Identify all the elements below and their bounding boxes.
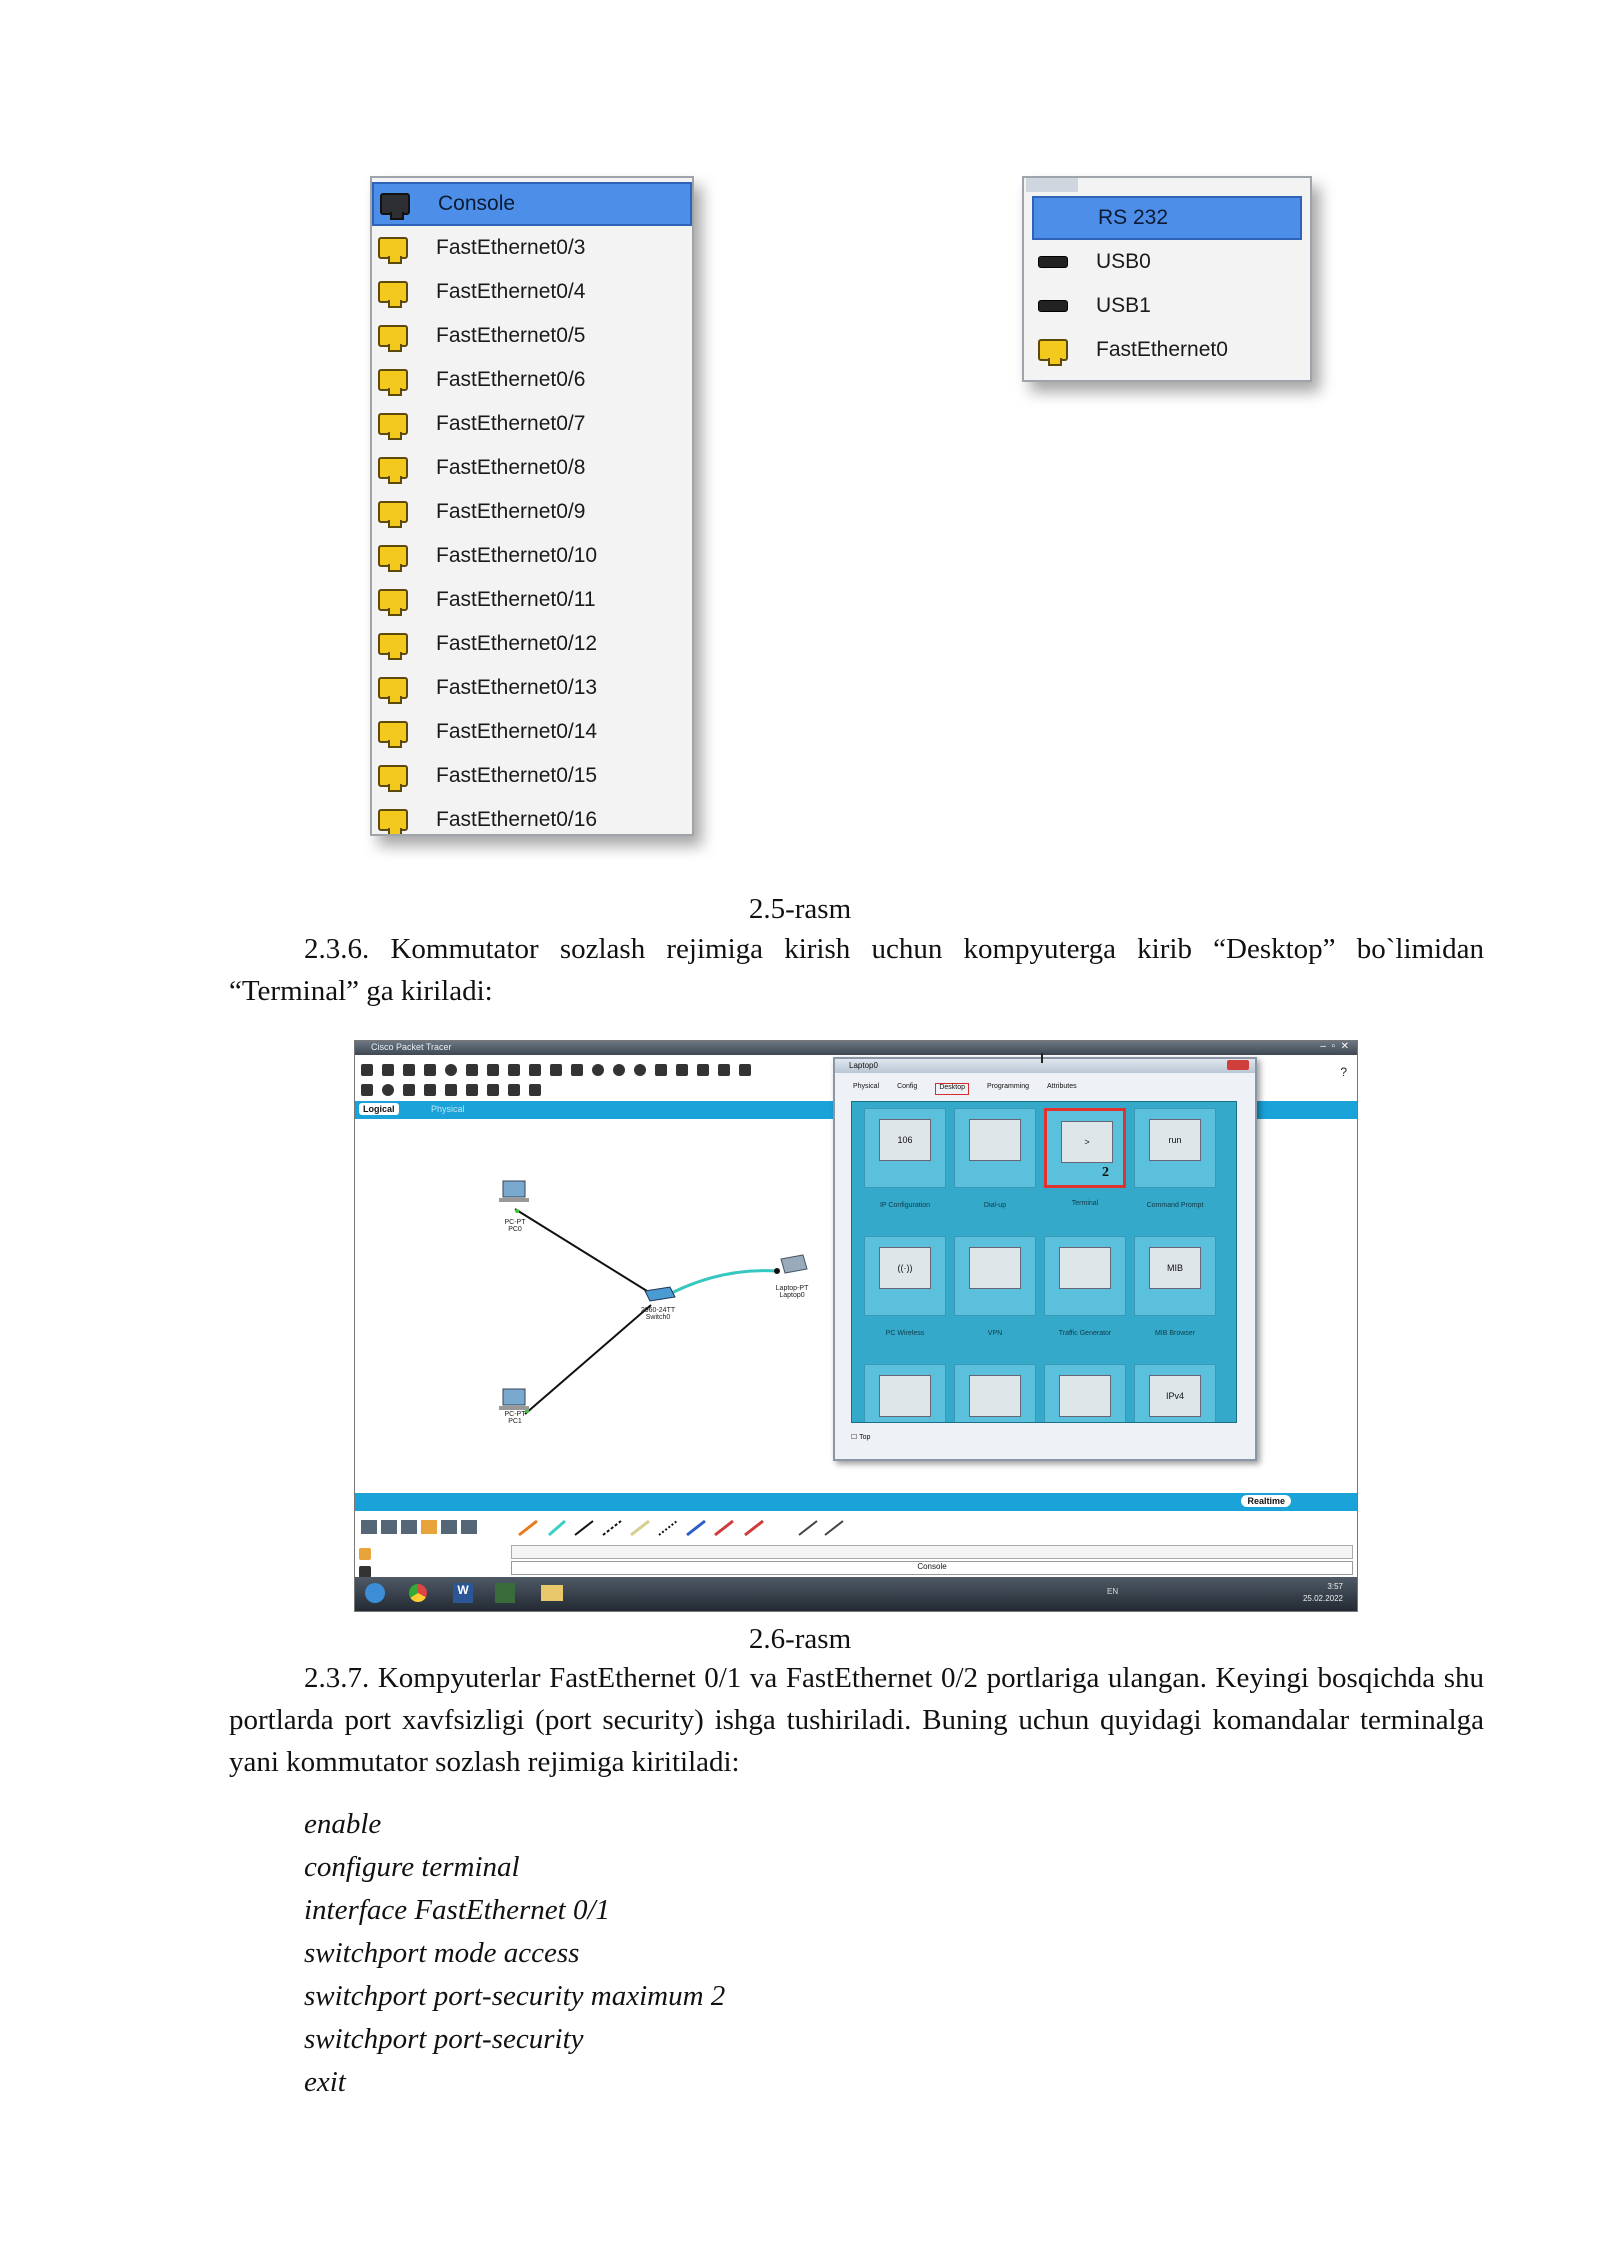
port-menu-right-item[interactable] (1032, 196, 1302, 240)
step-marker: 2 (1102, 1165, 1109, 1180)
ethernet-port-icon (378, 633, 408, 655)
desktop-app-icon (1059, 1247, 1111, 1289)
desktop-app-tile[interactable] (954, 1236, 1036, 1337)
figure-caption-2-6: 2.6-rasm (748, 1623, 852, 1655)
port-menu-left-item-label: FastEthernet0/4 (436, 280, 586, 303)
desktop-app-icon (969, 1247, 1021, 1289)
explorer-icon[interactable] (541, 1585, 563, 1601)
desktop-app-tile[interactable] (864, 1108, 946, 1209)
desktop-app-label: MIB Browser (1154, 1330, 1196, 1337)
desktop-app-icon: > (1061, 1121, 1113, 1163)
desktop-app-tile[interactable] (864, 1364, 946, 1423)
dialog-close-button[interactable] (1227, 1060, 1249, 1070)
desktop-app-label: Terminal (1071, 1200, 1099, 1207)
language-indicator: EN (1107, 1587, 1119, 1596)
ethernet-port-icon (378, 677, 408, 699)
dialog-tab-physical[interactable]: Physical (853, 1083, 880, 1090)
port-menu-left-item-label: FastEthernet0/15 (436, 764, 598, 787)
desktop-panel (851, 1101, 1237, 1423)
desktop-app-tile[interactable] (954, 1364, 1036, 1423)
window-title-bar (355, 1041, 1357, 1055)
tray-clock (1303, 1581, 1343, 1605)
ethernet-port-icon (378, 413, 408, 435)
port-menu-left-item[interactable] (372, 534, 692, 578)
port-menu-right-item[interactable] (1032, 328, 1302, 372)
usb-port-icon (1038, 256, 1068, 268)
dialog-tab-desktop[interactable]: Desktop (935, 1083, 969, 1095)
desktop-app-icon (969, 1375, 1021, 1417)
port-menu-left-item-label: FastEthernet0/11 (436, 588, 596, 611)
desktop-app-tile[interactable] (864, 1236, 946, 1337)
desktop-app-tile[interactable] (1044, 1108, 1126, 1207)
help-button[interactable]: ? (1340, 1065, 1347, 1079)
port-menu-right-item-label: RS 232 (1098, 206, 1169, 229)
ethernet-port-icon (378, 457, 408, 479)
port-menu-left-item[interactable] (372, 226, 692, 270)
desktop-app-tile[interactable] (1044, 1236, 1126, 1337)
port-menu-right-item-label: FastEthernet0 (1096, 338, 1228, 361)
desktop-app-label: VPN (987, 1330, 1003, 1337)
port-menu-left-item[interactable] (372, 666, 692, 710)
windows-taskbar (355, 1577, 1357, 1611)
port-menu-left-item[interactable] (372, 402, 692, 446)
port-menu-left-item[interactable] (372, 578, 692, 622)
port-menu-left-item-label: FastEthernet0/9 (436, 500, 586, 523)
pc0-icon[interactable] (499, 1181, 529, 1202)
desktop-app-tile[interactable] (1134, 1108, 1216, 1209)
desktop-app-icon: run (1149, 1119, 1201, 1161)
port-menu-left-item[interactable] (372, 270, 692, 314)
start-button-icon[interactable] (365, 1583, 385, 1603)
desktop-app-icon (969, 1119, 1021, 1161)
dialog-tabs (853, 1083, 1077, 1095)
dialog-title: Laptop0 (849, 1061, 878, 1070)
connection-tools[interactable] (359, 1517, 859, 1539)
packet-tracer-taskbar-icon[interactable] (495, 1583, 515, 1603)
port-menu-left-item-label: FastEthernet0/7 (436, 412, 586, 435)
paragraph-2-3-6-text: 2.3.6. Kommutator sozlash rejimiga kirish uchun kompyuterga kirib “Desktop” bo`limidan “Terminal” ga kiriladi: (229, 933, 1484, 1007)
ethernet-port-icon (378, 237, 408, 259)
device-type-toolbar[interactable] (359, 1517, 859, 1539)
ethernet-port-icon (378, 589, 408, 611)
command-line: switchport port-security maximum 2 (304, 1980, 726, 2012)
desktop-app-icon (879, 1375, 931, 1417)
pc1-icon[interactable] (499, 1389, 529, 1410)
packet-tracer-screenshot (354, 1040, 1358, 1612)
port-menu-left-item-label: FastEthernet0/14 (436, 720, 598, 743)
console-field: Console (511, 1561, 1353, 1575)
port-menu-left-item-label: FastEthernet0/16 (436, 808, 598, 831)
desktop-app-icon (1059, 1375, 1111, 1417)
tray-time: 3:57 (1327, 1582, 1343, 1591)
secondary-toolbar[interactable] (361, 1083, 661, 1099)
port-menu-left-item[interactable] (372, 446, 692, 490)
laptop-icon[interactable] (781, 1255, 807, 1273)
desktop-app-label: IP Configuration (879, 1202, 931, 1209)
command-list (304, 1803, 725, 2104)
command-line: switchport port-security (304, 2023, 584, 2055)
desktop-app-icon: 106 (879, 1119, 931, 1161)
ethernet-port-icon (378, 721, 408, 743)
menu-header-strip (1026, 178, 1078, 192)
network-topology (355, 1119, 835, 1469)
port-menu-right (1022, 176, 1312, 382)
tray-date: 25.02.2022 (1302, 1594, 1343, 1603)
port-menu-right-item-label: USB0 (1096, 250, 1151, 273)
port-menu-right-item[interactable] (1032, 240, 1302, 284)
window-title: Cisco Packet Tracer (371, 1042, 452, 1052)
port-menu-left-item-label: FastEthernet0/10 (436, 544, 598, 567)
desktop-app-tile[interactable] (1134, 1364, 1216, 1423)
desktop-app-label: PC Wireless (885, 1330, 925, 1337)
port-menu-left-item-label: FastEthernet0/5 (436, 324, 586, 347)
port-menu-left-item-label: FastEthernet0/13 (436, 676, 598, 699)
port-menu-left-item[interactable] (372, 490, 692, 534)
port-menu-left-item-label: FastEthernet0/8 (436, 456, 586, 479)
command-line: exit (304, 2066, 346, 2098)
desktop-app-icon: MIB (1149, 1247, 1201, 1289)
top-checkbox[interactable]: ☐ Top (851, 1434, 871, 1441)
tab-logical[interactable]: Logical (359, 1103, 399, 1115)
port-menu-left-item[interactable] (372, 798, 692, 836)
command-line: switchport mode access (304, 1937, 580, 1969)
laptop0-dialog (833, 1057, 1257, 1461)
desktop-app-label: Dial-up (983, 1202, 1007, 1209)
desktop-app-icon: ((·)) (879, 1247, 931, 1289)
ethernet-port-icon (378, 809, 408, 831)
desktop-app-icon: IPv4 (1149, 1375, 1201, 1417)
device-subtype-toolbar[interactable] (359, 1547, 389, 1565)
ethernet-port-icon (378, 325, 408, 347)
desktop-app-tile[interactable] (1134, 1236, 1216, 1337)
port-menu-right-item-label: USB1 (1096, 294, 1151, 317)
switch-icon[interactable] (645, 1287, 675, 1301)
command-line: enable (304, 1808, 382, 1840)
window-controls[interactable]: – ▫ ✕ (1320, 1041, 1349, 1052)
usb-port-icon (1038, 300, 1068, 312)
serial-port-icon (1040, 207, 1070, 229)
tab-physical[interactable]: Physical (431, 1104, 465, 1114)
ethernet-port-icon (378, 765, 408, 787)
port-menu-left-item-label: FastEthernet0/6 (436, 368, 586, 391)
port-menu-left-item[interactable] (372, 358, 692, 402)
word-icon[interactable]: W (453, 1583, 473, 1603)
desktop-app-tile[interactable] (954, 1108, 1036, 1209)
dialog-tab-attributes[interactable]: Attributes (1047, 1083, 1077, 1090)
command-line: interface FastEthernet 0/1 (304, 1894, 611, 1926)
switch-label: 2960-24TT Switch0 (640, 1307, 676, 1321)
pc0-label: PC-PT PC0 (504, 1219, 526, 1233)
port-menu-left-item-label: Console (438, 192, 516, 215)
pc1-label: PC-PT PC1 (504, 1411, 526, 1425)
ethernet-port-icon (1038, 339, 1068, 361)
dialog-tab-config[interactable]: Config (897, 1083, 918, 1090)
port-menu-left-item-label: FastEthernet0/3 (436, 236, 586, 259)
realtime-toggle[interactable]: Realtime (1241, 1495, 1291, 1507)
desktop-app-tile[interactable] (1044, 1364, 1126, 1423)
port-menu-left-item[interactable] (372, 314, 692, 358)
laptop-label: Laptop-PT Laptop0 (775, 1285, 809, 1299)
console-port-icon (380, 193, 410, 215)
chrome-icon[interactable] (409, 1584, 427, 1602)
paragraph-2-3-7 (229, 1657, 1484, 1783)
paragraph-2-3-6 (229, 928, 1484, 1012)
port-menu-left (370, 176, 694, 836)
port-menu-left-item-label: FastEthernet0/12 (436, 632, 598, 655)
paragraph-2-3-7-text: 2.3.7. Kompyuterlar FastEthernet 0/1 va FastEthernet 0/2 portlariga ulangan. Keyingi bosqichda shu portlarda port xavfsizligi (port security) ishga tushiriladi. Buning uchun quyidagi komandalar terminalga yani kommutator sozlash rejimiga kiritiladi: (229, 1662, 1484, 1778)
ethernet-port-icon (378, 369, 408, 391)
ethernet-port-icon (378, 501, 408, 523)
dialog-tab-programming[interactable]: Programming (987, 1083, 1030, 1090)
port-menu-left-item[interactable] (372, 622, 692, 666)
desktop-app-label: Traffic Generator (1058, 1330, 1112, 1337)
port-menu-right-item[interactable] (1032, 284, 1302, 328)
figure-caption-2-5: 2.5-rasm (748, 893, 852, 925)
realtime-bar (355, 1493, 1357, 1511)
port-menu-left-item[interactable] (372, 182, 692, 226)
device-scrollbar[interactable] (511, 1545, 1353, 1559)
ethernet-port-icon (378, 281, 408, 303)
main-toolbar[interactable] (361, 1063, 821, 1079)
mouse-cursor-icon (1041, 1053, 1051, 1063)
command-line: configure terminal (304, 1851, 520, 1883)
port-menu-left-item[interactable] (372, 710, 692, 754)
port-menu-left-item[interactable] (372, 754, 692, 798)
ethernet-port-icon (378, 545, 408, 567)
desktop-app-label: Command Prompt (1146, 1202, 1204, 1209)
top-checkbox-label: Top (859, 1434, 871, 1441)
